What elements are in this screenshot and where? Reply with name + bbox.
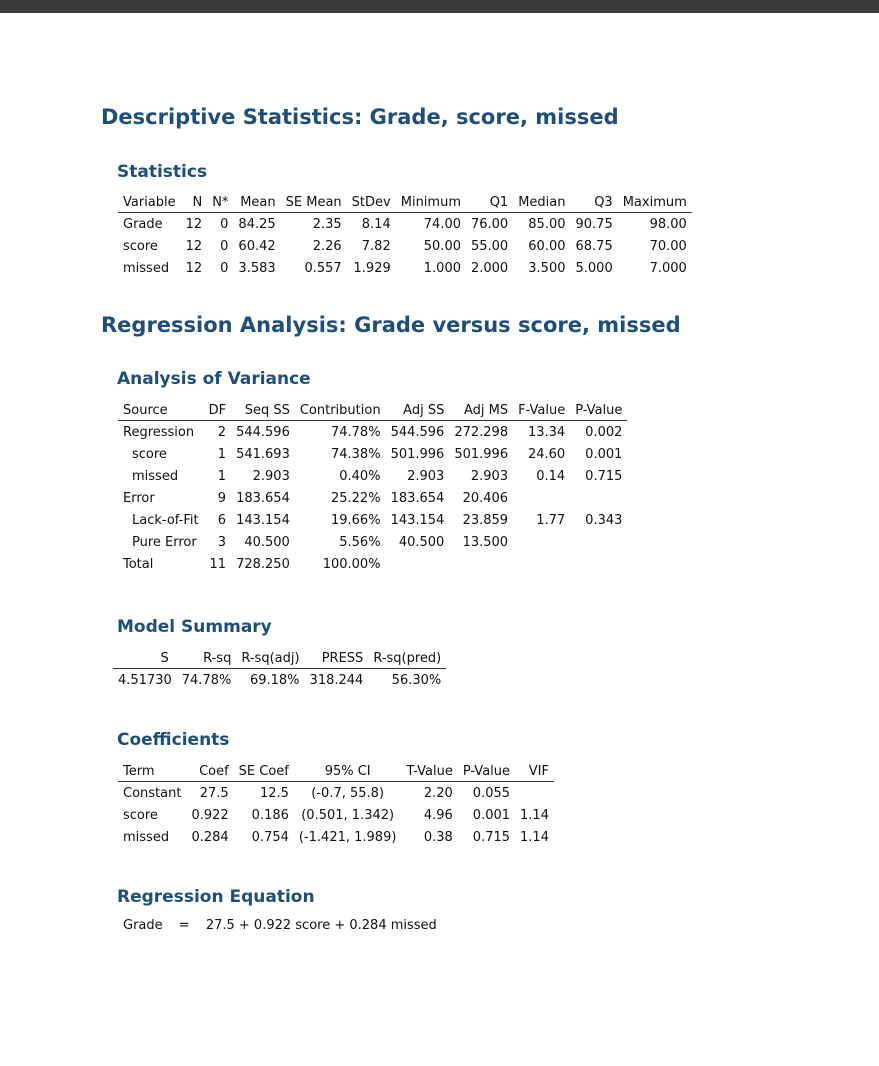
table-cell: 2.20 <box>423 785 453 801</box>
table-row <box>113 669 446 692</box>
table-row <box>118 782 554 805</box>
regression-analysis-title: Regression Analysis: Grade versus score, missed <box>101 313 681 337</box>
table-cell <box>570 531 627 553</box>
table-row <box>118 235 692 257</box>
table-row <box>118 804 554 826</box>
table-cell: 13.500 <box>462 534 509 550</box>
table-cell: 0.001 <box>472 807 511 823</box>
table-cell: Regression <box>123 424 195 440</box>
table-cell: Constant <box>123 785 182 801</box>
table-cell: 4.51730 <box>118 672 172 688</box>
table-cell: 56.30% <box>391 672 442 688</box>
column-header: DF <box>204 401 232 421</box>
table-cell: 1 <box>217 468 227 484</box>
table-cell: 318.244 <box>309 672 364 688</box>
anova-table <box>118 401 627 575</box>
table-cell: 2 <box>217 424 227 440</box>
table-cell: 50.00 <box>423 238 461 254</box>
table-row <box>118 443 627 465</box>
table-cell: 100.00% <box>322 556 381 572</box>
table-row <box>118 826 554 848</box>
table-cell: 501.996 <box>390 446 445 462</box>
table-cell: 0.38 <box>423 829 453 845</box>
table-cell: 27.5 <box>199 785 229 801</box>
table-cell: 2.903 <box>407 468 445 484</box>
table-row <box>118 257 692 279</box>
table-cell: 501.996 <box>454 446 509 462</box>
table-cell: 183.654 <box>236 490 290 506</box>
table-cell: score <box>123 807 158 823</box>
table-cell: 143.154 <box>236 512 290 528</box>
table-cell: 0.001 <box>585 446 623 462</box>
model-summary-heading: Model Summary <box>117 617 272 637</box>
table-cell: 544.596 <box>390 424 445 440</box>
table-cell <box>513 553 570 575</box>
table-cell: 728.250 <box>236 556 290 572</box>
table-cell: 13.34 <box>527 424 566 440</box>
table-cell <box>570 487 627 509</box>
table-cell: 5.56% <box>339 534 381 550</box>
table-cell: 1.77 <box>536 512 566 528</box>
table-cell: 85.00 <box>528 216 566 232</box>
table-cell: 40.500 <box>244 534 290 550</box>
table-cell: 272.298 <box>454 424 509 440</box>
table-cell: 4.96 <box>423 807 453 823</box>
column-header: P-Value <box>458 762 515 782</box>
column-header: Maximum <box>618 193 692 213</box>
table-cell: 76.00 <box>470 216 509 232</box>
statistics-heading: Statistics <box>117 162 208 182</box>
table-cell: 143.154 <box>390 512 445 528</box>
table-cell: 0.715 <box>472 829 511 845</box>
table-cell: 7.000 <box>649 260 687 276</box>
table-cell: 0 <box>220 216 229 232</box>
table-cell: Pure Error <box>132 534 197 550</box>
table-cell: 55.00 <box>470 238 509 254</box>
table-cell <box>386 553 450 575</box>
table-cell: (0.501, 1.342) <box>301 807 395 823</box>
table-cell: 0 <box>220 238 229 254</box>
table-row <box>118 213 692 236</box>
table-cell <box>515 782 554 805</box>
table-cell: 2.35 <box>312 216 342 232</box>
table-cell: 0.002 <box>585 424 623 440</box>
table-cell: score <box>123 238 158 254</box>
table-cell <box>513 531 570 553</box>
table-cell: 24.60 <box>527 446 566 462</box>
table-cell: Grade <box>123 216 163 232</box>
column-header: Adj MS <box>449 401 513 421</box>
column-header: Minimum <box>396 193 466 213</box>
table-cell: 3.500 <box>528 260 566 276</box>
table-cell: 0.40% <box>339 468 381 484</box>
table-cell: 69.18% <box>249 672 300 688</box>
table-cell: 1.000 <box>423 260 461 276</box>
equation-rhs: 27.5 + 0.922 score + 0.284 missed <box>205 918 437 933</box>
regression-equation-heading: Regression Equation <box>117 887 315 907</box>
table-cell: missed <box>123 260 170 276</box>
table-cell: 12 <box>185 216 203 232</box>
table-cell: 20.406 <box>462 490 509 506</box>
column-header: R-sq(adj) <box>236 649 304 669</box>
table-cell: 70.00 <box>649 238 687 254</box>
descriptive-statistics-table <box>118 193 692 279</box>
column-header: PRESS <box>305 649 369 669</box>
table-cell: 74.78% <box>330 424 381 440</box>
table-cell: 1.14 <box>520 807 549 823</box>
column-header: R-sq <box>177 649 237 669</box>
column-header: T-Value <box>401 762 457 782</box>
table-cell: 0 <box>220 260 229 276</box>
column-header: StDev <box>347 193 396 213</box>
table-row <box>118 465 627 487</box>
model-summary-table <box>113 649 446 691</box>
table-cell: 0.055 <box>472 785 511 801</box>
table-cell: 3 <box>217 534 227 550</box>
equation-lhs: Grade <box>123 918 163 933</box>
table-row <box>118 531 627 553</box>
table-cell: 0.284 <box>191 829 229 845</box>
column-header: Variable <box>118 193 181 213</box>
table-cell <box>513 487 570 509</box>
table-cell: 2.26 <box>312 238 342 254</box>
table-row <box>118 487 627 509</box>
column-header: Term <box>118 762 186 782</box>
analysis-of-variance-heading: Analysis of Variance <box>117 369 311 389</box>
column-header: Seq SS <box>231 401 295 421</box>
table-cell: (-1.421, 1.989) <box>298 829 397 845</box>
table-cell: missed <box>132 468 179 484</box>
table-row <box>118 553 627 575</box>
column-header: VIF <box>515 762 554 782</box>
table-row <box>118 509 627 531</box>
column-header: R-sq(pred) <box>368 649 446 669</box>
table-cell: 544.596 <box>236 424 290 440</box>
table-cell: 12 <box>185 260 203 276</box>
table-cell: (-0.7, 55.8) <box>311 785 385 801</box>
table-cell: 25.22% <box>330 490 381 506</box>
table-cell: 12.5 <box>259 785 289 801</box>
table-cell: 74.78% <box>181 672 232 688</box>
table-cell: 68.75 <box>575 238 613 254</box>
table-row <box>118 421 627 444</box>
table-cell: Error <box>123 490 155 506</box>
column-header: Q1 <box>466 193 513 213</box>
table-cell: missed <box>123 829 170 845</box>
column-header: SE Coef <box>234 762 294 782</box>
table-cell: 60.00 <box>528 238 566 254</box>
table-cell: 183.654 <box>390 490 445 506</box>
table-cell: Lack-of-Fit <box>132 512 199 528</box>
column-header: Contribution <box>295 401 386 421</box>
table-cell: 1.14 <box>520 829 549 845</box>
column-header: SE Mean <box>281 193 347 213</box>
coefficients-heading: Coefficients <box>117 730 230 750</box>
column-header: Mean <box>233 193 280 213</box>
table-cell: 12 <box>185 238 203 254</box>
table-cell: 98.00 <box>649 216 687 232</box>
table-header-row <box>113 649 446 669</box>
table-cell: 3.583 <box>238 260 276 276</box>
table-cell: 60.42 <box>238 238 276 254</box>
window-top-bar <box>0 0 879 13</box>
table-cell: 19.66% <box>330 512 381 528</box>
table-cell: score <box>132 446 167 462</box>
regression-equation <box>123 918 437 933</box>
table-cell: 8.14 <box>361 216 391 232</box>
table-header-row <box>118 193 692 213</box>
table-cell: 0.343 <box>585 512 623 528</box>
equation-equals-sign: = <box>178 918 190 933</box>
column-header: Median <box>513 193 570 213</box>
table-cell: 0.186 <box>251 807 289 823</box>
table-cell: 2.903 <box>252 468 290 484</box>
column-header: N* <box>207 193 233 213</box>
column-header: Adj SS <box>386 401 450 421</box>
table-cell: 74.00 <box>423 216 461 232</box>
table-cell: 5.000 <box>575 260 613 276</box>
column-header: S <box>113 649 177 669</box>
table-cell: 0.715 <box>585 468 623 484</box>
column-header: Coef <box>186 762 233 782</box>
table-cell: 1.929 <box>353 260 391 276</box>
column-header: P-Value <box>570 401 627 421</box>
column-header: Source <box>118 401 204 421</box>
table-cell: 84.25 <box>238 216 276 232</box>
table-cell: 6 <box>217 512 227 528</box>
coefficients-table <box>118 762 554 848</box>
descriptive-statistics-title: Descriptive Statistics: Grade, score, missed <box>101 105 619 129</box>
table-cell: 7.82 <box>361 238 391 254</box>
table-cell: 2.000 <box>470 260 509 276</box>
table-cell: 0.922 <box>191 807 229 823</box>
table-cell: 90.75 <box>575 216 613 232</box>
column-header: 95% CI <box>294 762 402 782</box>
table-cell: 9 <box>217 490 227 506</box>
table-cell: Total <box>123 556 154 572</box>
column-header: Q3 <box>571 193 618 213</box>
table-cell: 0.557 <box>304 260 342 276</box>
table-cell: 0.14 <box>536 468 566 484</box>
table-cell: 40.500 <box>398 534 445 550</box>
table-cell <box>449 553 513 575</box>
table-cell: 1 <box>217 446 227 462</box>
table-cell: 23.859 <box>462 512 509 528</box>
table-header-row <box>118 762 554 782</box>
table-cell: 2.903 <box>470 468 509 484</box>
table-cell: 74.38% <box>330 446 381 462</box>
table-cell <box>570 553 627 575</box>
table-header-row <box>118 401 627 421</box>
table-cell: 0.754 <box>251 829 289 845</box>
table-cell: 11 <box>209 556 227 572</box>
table-cell: 541.693 <box>236 446 290 462</box>
column-header: N <box>181 193 208 213</box>
column-header: F-Value <box>513 401 570 421</box>
